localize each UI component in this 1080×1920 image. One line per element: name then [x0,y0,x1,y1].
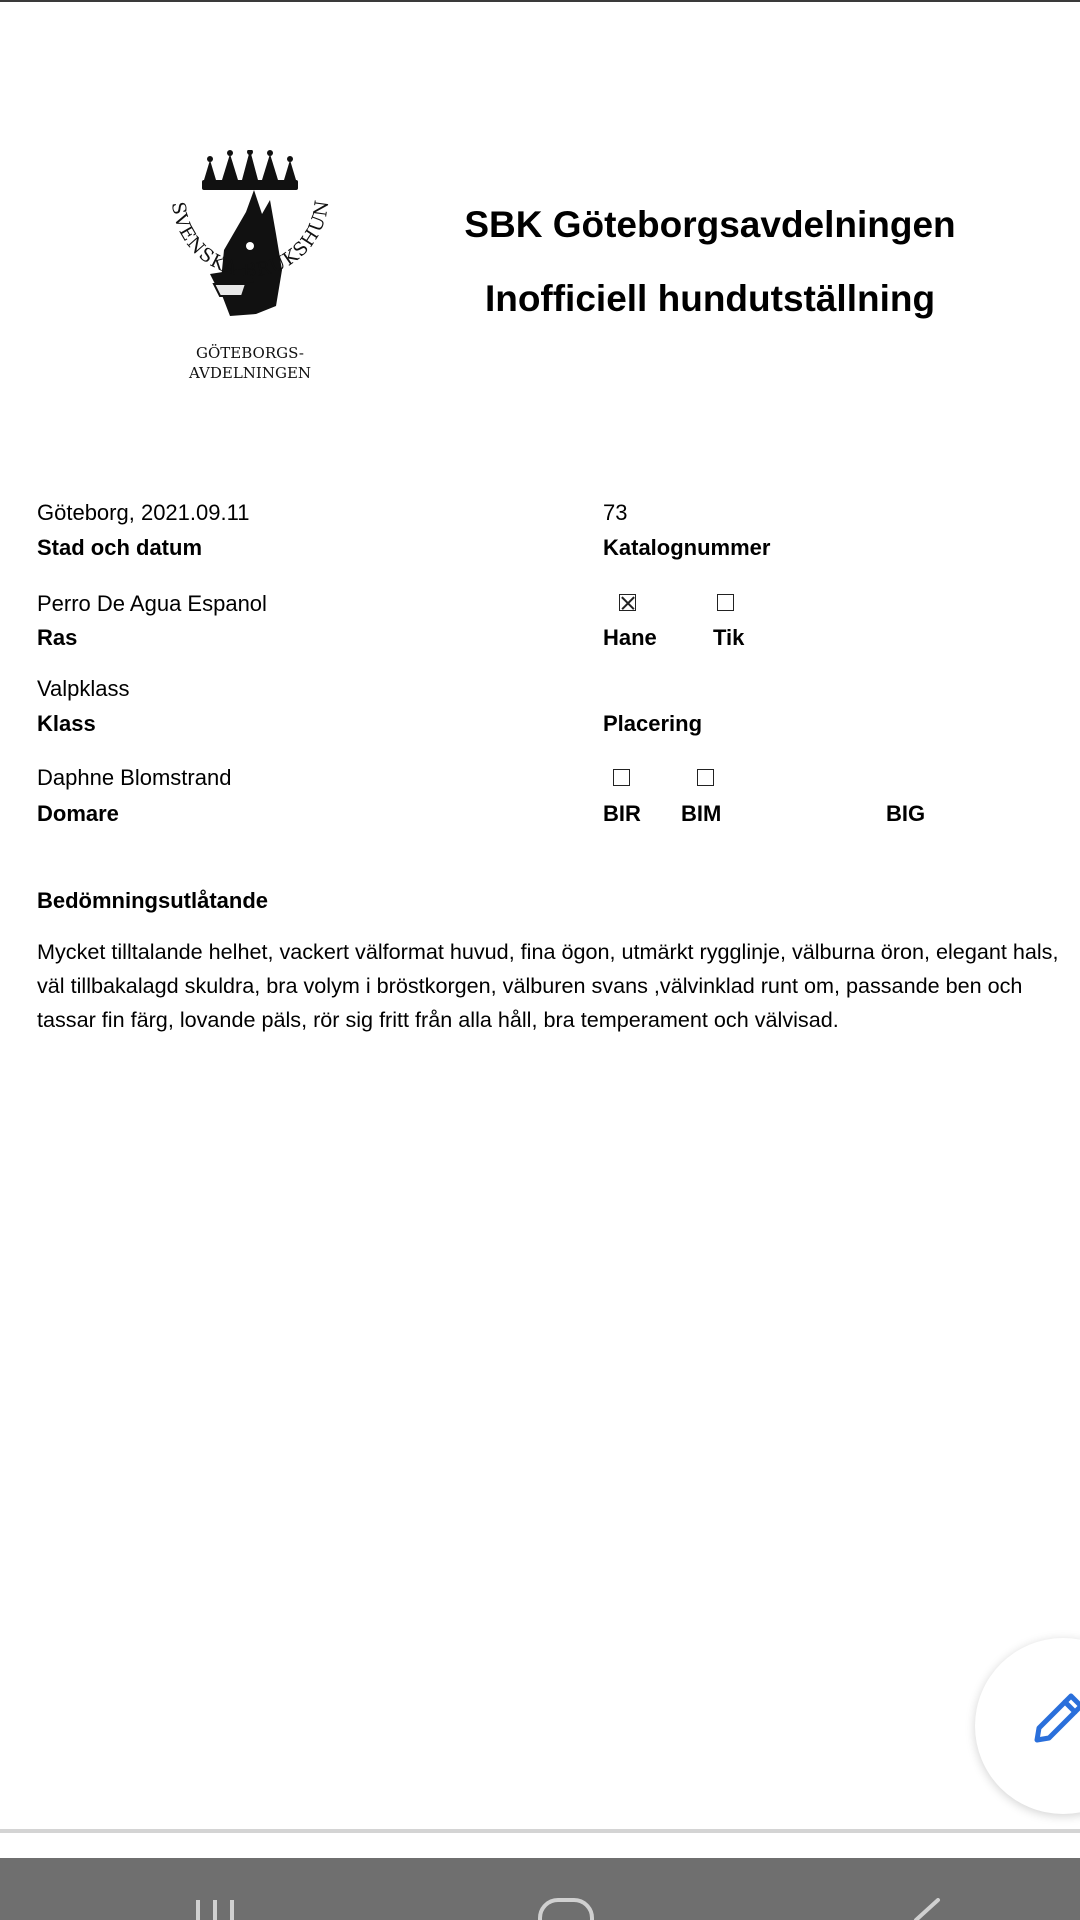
svenska-brukshundklubben-logo-icon [150,150,350,400]
logo-arc-text: SVENSKA BRUKSHUN [166,197,334,282]
city-date-value: Göteborg, 2021.09.11 [37,500,250,525]
logo-sub-line2: AVDELNINGEN [188,364,312,382]
male-checkbox [619,594,636,611]
male-label: Hane [603,625,657,650]
club-logo [150,150,350,400]
home-icon[interactable] [536,1898,596,1920]
judge-value: Daphne Blomstrand [37,765,232,790]
placement-label: Placering [603,711,703,736]
assessment-text: Mycket tilltalande helhet, vackert välformat huvud, fina ögon, utmärkt rygglinje, välburna öron, elegant hals, väl tillbakalagd skuldra, bra volym i bröstkorgen, välburen svans ,välvinklad runt om, passande ben och tassar fin färg, lovande päls, rör sig fritt från alla håll, bra temperament och välvisad. [37,939,1059,1032]
viewer-bottom-divider [0,1829,1080,1833]
pencil-edit-icon [1027,1690,1080,1750]
catalog-number-label: Katalognummer [603,535,771,560]
crown-icon [202,150,298,190]
bir-checkbox [613,769,630,786]
svg-text:SVENSKA BRUKSHUNDKLUBBEN [150,150,333,281]
logo-sub-line1: GÖTEBORGS- [195,344,305,362]
breed-label: Ras [37,625,78,650]
catalog-number-value: 73 [603,500,628,525]
recent-apps-icon[interactable] [188,1898,242,1920]
assessment-heading: Bedömningsutlåtande [37,888,269,913]
system-navigation-bar [0,1858,1080,1920]
document-subtitle: Inofficiell hundutställning [484,278,936,319]
class-label: Klass [37,711,96,736]
breed-value: Perro De Agua Espanol [37,591,267,616]
big-label: BIG [886,801,926,826]
city-date-label: Stad och datum [37,535,203,560]
female-label: Tik [713,625,745,650]
back-icon[interactable] [902,1898,942,1920]
bir-label: BIR [603,801,641,826]
bim-checkbox [697,769,714,786]
bim-label: BIM [681,801,722,826]
female-checkbox [717,594,734,611]
judge-label: Domare [37,801,119,826]
document-title: SBK Göteborgsavdelningen [464,204,956,245]
class-value: Valpklass [37,676,130,701]
